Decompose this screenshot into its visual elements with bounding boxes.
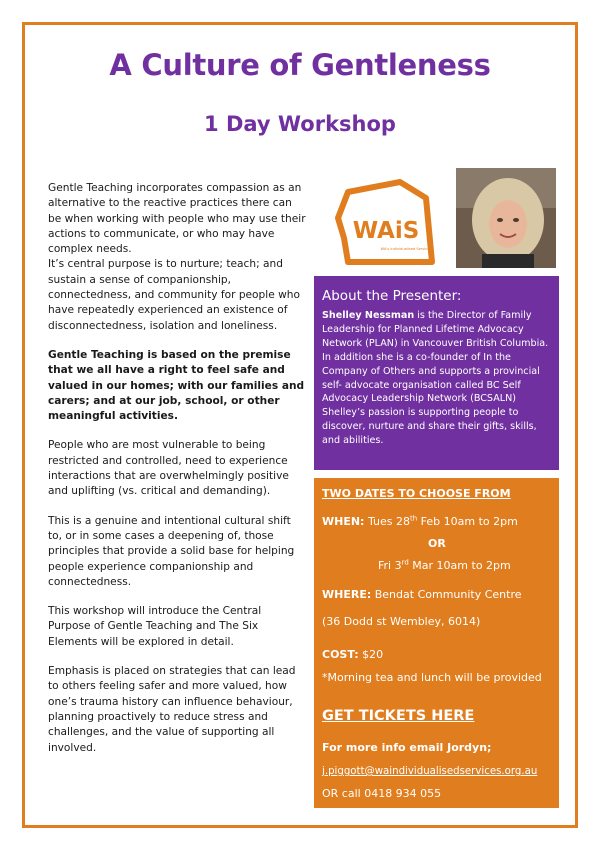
intro-paragraph-6: This workshop will introduce the Central Purpose of Gentle Teaching and The Six Elements will be explored in detail. <box>48 605 262 648</box>
event-details-panel <box>314 478 559 808</box>
venue-address: (36 Dodd st Wembley, 6014) <box>322 615 481 628</box>
where-label: WHERE: <box>322 588 372 601</box>
contact-phone: OR call 0418 934 055 <box>322 787 442 800</box>
get-tickets-link[interactable]: GET TICKETS HERE <box>322 708 475 724</box>
intro-paragraph-1: Gentle Teaching incorporates compassion as an alternative to the reactive practices there can be when working with people who may use their actions to communicate, or who may have complex needs. <box>48 182 306 256</box>
cost: COST: $20 <box>322 648 384 661</box>
cost-label: COST: <box>322 648 359 661</box>
flyer-subtitle: 1 Day Workshop <box>204 112 396 136</box>
date-1: WHEN: Tues 28th Feb 10am to 2pm <box>322 514 518 528</box>
logo-text: WAiS <box>352 218 420 244</box>
date-2: Fri 3rd Mar 10am to 2pm <box>378 558 511 572</box>
intro-paragraph-2: It’s central purpose is to nurture; teach; and sustain a sense of companionship, connectedness, and community for people who have repeatedly experienced an existence of disconnectedness, isolation and loneliness. <box>48 258 300 332</box>
venue: WHERE: Bendat Community Centre <box>322 588 522 601</box>
dates-heading: TWO DATES TO CHOOSE FROM <box>322 487 511 500</box>
intro-paragraph-3: Gentle Teaching is based on the premise that we all have a right to feel safe and valued in our homes; with our families and carers; and at our job, school, or other meaningful activities. <box>48 348 305 423</box>
presenter-bio <box>322 309 551 448</box>
when-label: WHEN: <box>322 515 365 528</box>
or-separator: OR <box>428 537 446 550</box>
workshop-description <box>48 181 306 756</box>
catering-note: *Morning tea and lunch will be provided <box>322 671 542 684</box>
info-text: For more info email Jordyn; <box>322 741 492 754</box>
presenter-heading: About the Presenter: <box>322 288 462 304</box>
about-presenter-panel <box>314 276 559 470</box>
presenter-name: Shelley Nessman <box>322 310 415 321</box>
presenter-bio-text: is the Director of Family Leadership for Planned Lifetime Advocacy Network (PLAN) in Vancouver British Columbia. In addition she is a co-founder of In the Company of Others and supports a provincial self- advocate organisation called BC Self Advocacy Leadership Network (BCSALN) Shelley’s passion is supporting people to discover, nurture and share their gifts, skills, and abilities. <box>322 310 549 447</box>
presenter-photo <box>456 168 556 268</box>
wais-logo <box>330 178 440 266</box>
logo-tagline: WA's Individualised Services <box>380 247 432 251</box>
flyer-title: A Culture of Gentleness <box>109 48 491 82</box>
intro-paragraph-4: People who are most vulnerable to being restricted and controlled, need to experience interactions that are overwhelmingly positive and uplifting (vs. critical and demanding). <box>48 439 289 498</box>
intro-paragraph-5: This is a genuine and intentional cultural shift to, or in some cases a deepening of, those principles that provide a solid base for helping people experience companionship and connectedness. <box>48 514 295 588</box>
intro-paragraph-7: Emphasis is placed on strategies that can lead to others feeling safer and more valued, how one’s trauma history can influence behaviour, planning proactively to reduce stress and challenges, and the value of supporting all involved. <box>48 665 296 754</box>
contact-email-link[interactable]: j.piggott@waindividualisedservices.org.au <box>322 766 538 777</box>
